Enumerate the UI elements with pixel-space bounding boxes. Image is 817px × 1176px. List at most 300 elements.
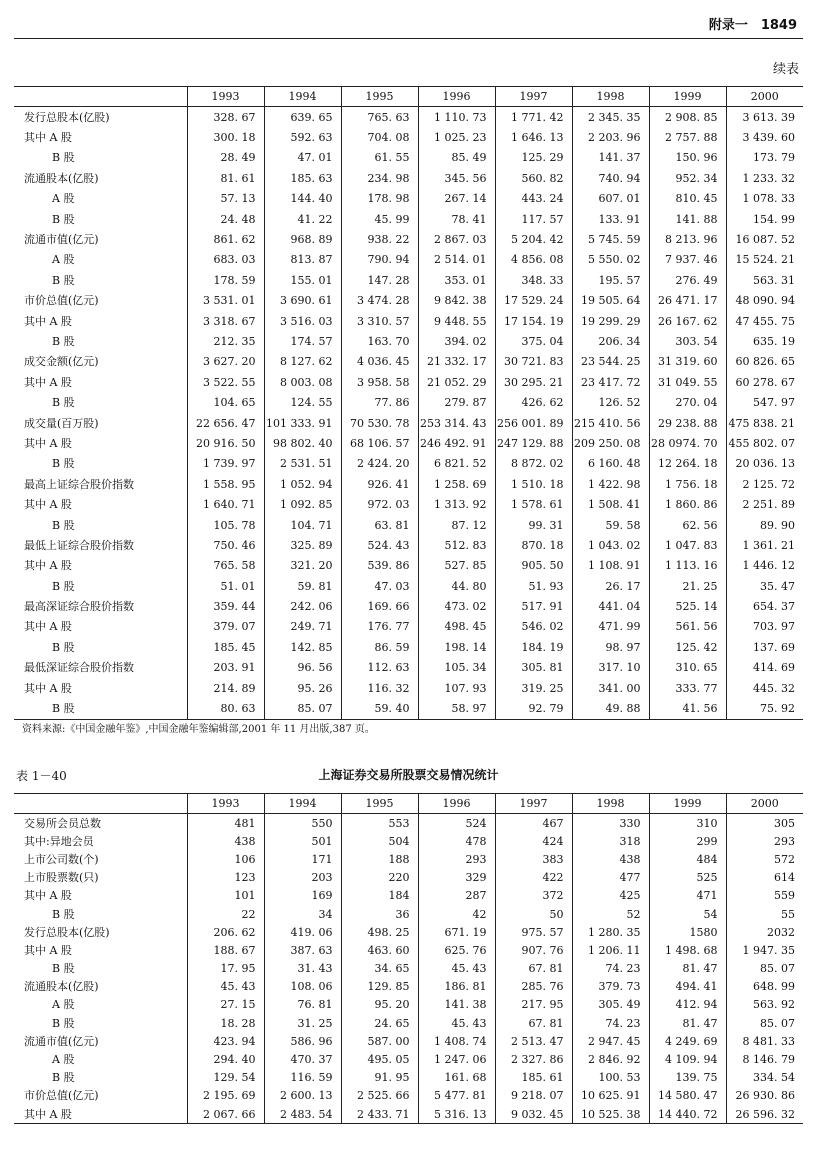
- row-label: 流通股本(亿股): [24, 171, 99, 185]
- data-cell: 106: [187, 850, 264, 868]
- data-cell: 1 361. 21: [726, 535, 803, 555]
- row-label: B 股: [52, 212, 75, 226]
- data-cell: 2032: [726, 923, 803, 941]
- data-cell: 253 314. 43: [418, 413, 495, 433]
- data-cell: 52: [572, 905, 649, 923]
- data-cell: 5 745. 59: [572, 229, 649, 249]
- year-header-1994: 1994: [264, 794, 341, 814]
- data-cell: 117. 57: [495, 209, 572, 229]
- data-cell: 2 067. 66: [187, 1105, 264, 1124]
- data-cell: 438: [187, 832, 264, 850]
- data-cell: 31 319. 60: [649, 352, 726, 372]
- data-cell: 249. 71: [264, 617, 341, 637]
- data-cell: 1 408. 74: [418, 1032, 495, 1050]
- data-cell: 2 867. 03: [418, 229, 495, 249]
- data-cell: 185. 61: [495, 1069, 572, 1087]
- data-cell: 270. 04: [649, 392, 726, 412]
- table-row: [14, 887, 803, 905]
- row-label: A 股: [52, 192, 75, 206]
- data-cell: 61. 55: [341, 148, 418, 168]
- data-cell: 28 0974. 70: [649, 433, 726, 453]
- data-cell: 2 908. 85: [649, 107, 726, 128]
- data-cell: 26. 17: [572, 576, 649, 596]
- data-cell: 133. 91: [572, 209, 649, 229]
- data-cell: 42: [418, 905, 495, 923]
- data-cell: 104. 65: [187, 392, 264, 412]
- data-cell: 215 410. 56: [572, 413, 649, 433]
- table-row: [14, 814, 803, 833]
- data-cell: 161. 68: [418, 1069, 495, 1087]
- data-cell: 475 838. 21: [726, 413, 803, 433]
- data-cell: 495. 05: [341, 1050, 418, 1068]
- data-cell: 87. 12: [418, 515, 495, 535]
- data-cell: 1 052. 94: [264, 474, 341, 494]
- table-row: [14, 433, 803, 453]
- data-cell: 639. 65: [264, 107, 341, 128]
- data-cell: 8 481. 33: [726, 1032, 803, 1050]
- data-cell: 861. 62: [187, 229, 264, 249]
- table-title: 上海证券交易所股票交易情况统计: [318, 768, 499, 782]
- data-cell: 1 280. 35: [572, 923, 649, 941]
- data-cell: 68 106. 57: [341, 433, 418, 453]
- year-header-1994: 1994: [264, 87, 341, 107]
- data-cell: 1 025. 23: [418, 127, 495, 147]
- data-cell: 125. 29: [495, 148, 572, 168]
- data-cell: 81. 47: [649, 1014, 726, 1032]
- data-cell: 256 001. 89: [495, 413, 572, 433]
- data-cell: 2 327. 86: [495, 1050, 572, 1068]
- table-row: [14, 637, 803, 657]
- row-label: 市价总值(亿元): [24, 294, 99, 308]
- data-cell: 4 036. 45: [341, 352, 418, 372]
- data-cell: 48 090. 94: [726, 291, 803, 311]
- source-note: 资料来源:《中国金融年鉴》,中国金融年鉴编辑部,2001 年 11 月出版,387 页。: [22, 724, 375, 735]
- data-cell: 704. 08: [341, 127, 418, 147]
- data-cell: 648. 99: [726, 978, 803, 996]
- data-cell: 85. 07: [726, 1014, 803, 1032]
- data-cell: 294. 40: [187, 1050, 264, 1068]
- data-cell: 325. 89: [264, 535, 341, 555]
- row-label: B 股: [52, 334, 75, 348]
- data-cell: 178. 98: [341, 189, 418, 209]
- data-cell: 968. 89: [264, 229, 341, 249]
- data-cell: 203: [264, 869, 341, 887]
- data-cell: 4 856. 08: [495, 250, 572, 270]
- data-cell: 8 003. 08: [264, 372, 341, 392]
- data-cell: 70 530. 78: [341, 413, 418, 433]
- data-cell: 4 249. 69: [649, 1032, 726, 1050]
- year-header-1996: 1996: [418, 794, 495, 814]
- data-cell: 328. 67: [187, 107, 264, 128]
- data-cell: 412. 94: [649, 996, 726, 1014]
- table-row: [14, 556, 803, 576]
- row-label: 交易所会员总数: [24, 816, 101, 830]
- data-cell: 348. 33: [495, 270, 572, 290]
- data-cell: 55: [726, 905, 803, 923]
- data-cell: 524. 43: [341, 535, 418, 555]
- data-cell: 26 596. 32: [726, 1105, 803, 1124]
- data-cell: 176. 77: [341, 617, 418, 637]
- data-cell: 445. 32: [726, 678, 803, 698]
- data-cell: 63. 81: [341, 515, 418, 535]
- table-row: [14, 978, 803, 996]
- data-cell: 1 233. 32: [726, 168, 803, 188]
- data-cell: 586. 96: [264, 1032, 341, 1050]
- year-header-1995: 1995: [341, 87, 418, 107]
- data-cell: 1 422. 98: [572, 474, 649, 494]
- data-cell: 5 204. 42: [495, 229, 572, 249]
- data-cell: 123: [187, 869, 264, 887]
- data-cell: 7 937. 46: [649, 250, 726, 270]
- data-cell: 379. 07: [187, 617, 264, 637]
- data-cell: 1 446. 12: [726, 556, 803, 576]
- row-label: B 股: [52, 518, 75, 532]
- data-cell: 1 206. 11: [572, 941, 649, 959]
- data-cell: 60 278. 67: [726, 372, 803, 392]
- data-cell: 2 525. 66: [341, 1087, 418, 1105]
- data-cell: 279. 87: [418, 392, 495, 412]
- table-row: [14, 960, 803, 978]
- data-cell: 30 295. 21: [495, 372, 572, 392]
- year-header-1999: 1999: [649, 87, 726, 107]
- data-cell: 1 258. 69: [418, 474, 495, 494]
- data-cell: 85. 07: [726, 960, 803, 978]
- data-cell: 683. 03: [187, 250, 264, 270]
- data-cell: 57. 13: [187, 189, 264, 209]
- data-cell: 108. 06: [264, 978, 341, 996]
- data-cell: 424: [495, 832, 572, 850]
- data-cell: 303. 54: [649, 331, 726, 351]
- data-cell: 10 625. 91: [572, 1087, 649, 1105]
- row-label: 上市公司数(个): [24, 852, 99, 866]
- data-cell: 2 345. 35: [572, 107, 649, 128]
- data-cell: 101 333. 91: [264, 413, 341, 433]
- row-label: 流通股本(亿股): [24, 980, 99, 994]
- data-cell: 5 477. 81: [418, 1087, 495, 1105]
- data-cell: 59. 81: [264, 576, 341, 596]
- data-cell: 387. 63: [264, 941, 341, 959]
- row-label: 其中:异地会员: [24, 834, 94, 848]
- row-label: 流通市值(亿元): [24, 233, 99, 247]
- data-cell: 184. 19: [495, 637, 572, 657]
- data-cell: 317. 10: [572, 658, 649, 678]
- data-cell: 137. 69: [726, 637, 803, 657]
- row-label: B 股: [52, 962, 75, 976]
- table-row: [14, 832, 803, 850]
- data-cell: 26 471. 17: [649, 291, 726, 311]
- data-cell: 19 505. 64: [572, 291, 649, 311]
- row-label: B 股: [52, 273, 75, 287]
- year-header-1997: 1997: [495, 794, 572, 814]
- data-cell: 926. 41: [341, 474, 418, 494]
- data-cell: 47. 03: [341, 576, 418, 596]
- data-cell: 214. 89: [187, 678, 264, 698]
- table-row: [14, 209, 803, 229]
- table-row: [14, 413, 803, 433]
- table-row: [14, 229, 803, 249]
- table-row: [14, 474, 803, 494]
- data-cell: 22 656. 47: [187, 413, 264, 433]
- data-cell: 607. 01: [572, 189, 649, 209]
- data-cell: 525. 14: [649, 596, 726, 616]
- data-cell: 1 247. 06: [418, 1050, 495, 1068]
- data-cell: 467: [495, 814, 572, 833]
- data-cell: 3 613. 39: [726, 107, 803, 128]
- data-cell: 419. 06: [264, 923, 341, 941]
- row-label: 其中 A 股: [24, 375, 72, 389]
- table-title-block: [14, 765, 803, 785]
- data-cell: 1 508. 41: [572, 494, 649, 514]
- data-cell: 41. 22: [264, 209, 341, 229]
- header-blank-cell: [14, 87, 187, 107]
- data-cell: 59. 40: [341, 698, 418, 719]
- data-cell: 1 108. 91: [572, 556, 649, 576]
- data-cell: 17 529. 24: [495, 291, 572, 311]
- data-cell: 47 455. 75: [726, 311, 803, 331]
- data-cell: 141. 37: [572, 148, 649, 168]
- table-row: [14, 250, 803, 270]
- year-header-1998: 1998: [572, 794, 649, 814]
- data-cell: 6 821. 52: [418, 454, 495, 474]
- data-cell: 76. 81: [264, 996, 341, 1014]
- data-cell: 394. 02: [418, 331, 495, 351]
- data-cell: 1 860. 86: [649, 494, 726, 514]
- row-label: 其中 A 股: [24, 131, 72, 145]
- table-row: [14, 291, 803, 311]
- data-cell: 77. 86: [341, 392, 418, 412]
- row-label: B 股: [52, 1071, 75, 1085]
- row-label: A 股: [52, 998, 75, 1012]
- data-cell: 559: [726, 887, 803, 905]
- row-label: B 股: [52, 457, 75, 471]
- data-cell: 3 474. 28: [341, 291, 418, 311]
- year-header-1999: 1999: [649, 794, 726, 814]
- row-label: B 股: [52, 579, 75, 593]
- table-row: [14, 850, 803, 868]
- data-cell: 178. 59: [187, 270, 264, 290]
- data-cell: 750. 46: [187, 535, 264, 555]
- table-row: [14, 352, 803, 372]
- table-row: [14, 996, 803, 1014]
- data-cell: 614: [726, 869, 803, 887]
- data-cell: 477: [572, 869, 649, 887]
- data-cell: 80. 63: [187, 698, 264, 719]
- data-cell: 184: [341, 887, 418, 905]
- data-cell: 24. 48: [187, 209, 264, 229]
- data-cell: 498. 25: [341, 923, 418, 941]
- data-cell: 318: [572, 832, 649, 850]
- data-cell: 17. 95: [187, 960, 264, 978]
- table-row: [14, 576, 803, 596]
- data-cell: 2 251. 89: [726, 494, 803, 514]
- data-cell: 498. 45: [418, 617, 495, 637]
- data-cell: 195. 57: [572, 270, 649, 290]
- data-cell: 501: [264, 832, 341, 850]
- year-header-2000: 2000: [726, 794, 803, 814]
- data-cell: 150. 96: [649, 148, 726, 168]
- data-cell: 23 544. 25: [572, 352, 649, 372]
- data-cell: 246 492. 91: [418, 433, 495, 453]
- data-cell: 212. 35: [187, 331, 264, 351]
- data-cell: 3 516. 03: [264, 311, 341, 331]
- data-cell: 3 318. 67: [187, 311, 264, 331]
- data-cell: 67. 81: [495, 960, 572, 978]
- data-cell: 198. 14: [418, 637, 495, 657]
- data-cell: 141. 38: [418, 996, 495, 1014]
- data-cell: 105. 34: [418, 658, 495, 678]
- data-cell: 765. 63: [341, 107, 418, 128]
- data-cell: 438: [572, 850, 649, 868]
- data-cell: 1 640. 71: [187, 494, 264, 514]
- data-cell: 372: [495, 887, 572, 905]
- data-cell: 1 771. 42: [495, 107, 572, 128]
- data-cell: 550: [264, 814, 341, 833]
- data-cell: 36: [341, 905, 418, 923]
- data-cell: 2 757. 88: [649, 127, 726, 147]
- data-cell: 319. 25: [495, 678, 572, 698]
- data-cell: 154. 99: [726, 209, 803, 229]
- data-cell: 563. 31: [726, 270, 803, 290]
- data-cell: 31. 43: [264, 960, 341, 978]
- row-label: 成交量(百万股): [24, 416, 99, 430]
- data-cell: 2 203. 96: [572, 127, 649, 147]
- stock-stats-table-continued: [14, 86, 803, 720]
- data-cell: 790. 94: [341, 250, 418, 270]
- row-label: 最高深证综合股价指数: [24, 600, 134, 614]
- data-cell: 147. 28: [341, 270, 418, 290]
- data-cell: 5 316. 13: [418, 1105, 495, 1124]
- data-cell: 96. 56: [264, 658, 341, 678]
- data-cell: 2 433. 71: [341, 1105, 418, 1124]
- table-row: [14, 905, 803, 923]
- row-label: B 股: [52, 1016, 75, 1030]
- row-label: 其中 A 股: [14, 1105, 187, 1124]
- data-cell: 144. 40: [264, 189, 341, 209]
- data-cell: 188: [341, 850, 418, 868]
- data-cell: 54: [649, 905, 726, 923]
- table-row: [14, 1105, 803, 1124]
- data-cell: 561. 56: [649, 617, 726, 637]
- row-label: 其中 A 股: [24, 943, 72, 957]
- data-cell: 345. 56: [418, 168, 495, 188]
- data-cell: 116. 32: [341, 678, 418, 698]
- shanghai-exchange-stats-table: [14, 793, 803, 1124]
- data-cell: 45. 99: [341, 209, 418, 229]
- data-cell: 1 078. 33: [726, 189, 803, 209]
- data-cell: 359. 44: [187, 596, 264, 616]
- data-cell: 293: [418, 850, 495, 868]
- row-label: 发行总股本(亿股): [24, 110, 110, 124]
- table-row: [14, 270, 803, 290]
- data-cell: 478: [418, 832, 495, 850]
- data-cell: 78. 41: [418, 209, 495, 229]
- row-label: 发行总股本(亿股): [24, 925, 110, 939]
- data-cell: 173. 79: [726, 148, 803, 168]
- data-cell: 527. 85: [418, 556, 495, 576]
- data-cell: 92. 79: [495, 698, 572, 719]
- data-cell: 28. 49: [187, 148, 264, 168]
- data-cell: 27. 15: [187, 996, 264, 1014]
- row-label: 流通市值(亿元): [24, 1034, 99, 1048]
- data-cell: 276. 49: [649, 270, 726, 290]
- data-cell: 155. 01: [264, 270, 341, 290]
- data-cell: 34: [264, 905, 341, 923]
- year-header-1993: 1993: [187, 87, 264, 107]
- data-cell: 49. 88: [572, 698, 649, 719]
- data-cell: 10 525. 38: [572, 1105, 649, 1124]
- data-cell: 2 513. 47: [495, 1032, 572, 1050]
- data-cell: 62. 56: [649, 515, 726, 535]
- year-header-2000: 2000: [726, 87, 803, 107]
- data-cell: 12 264. 18: [649, 454, 726, 474]
- data-cell: 35. 47: [726, 576, 803, 596]
- data-cell: 17 154. 19: [495, 311, 572, 331]
- data-cell: 572: [726, 850, 803, 868]
- table-row: [14, 515, 803, 535]
- row-label: B 股: [52, 151, 75, 165]
- data-cell: 9 032. 45: [495, 1105, 572, 1124]
- data-cell: 975. 57: [495, 923, 572, 941]
- table-header-row: [14, 87, 803, 107]
- data-cell: 321. 20: [264, 556, 341, 576]
- row-label: 成交金额(亿元): [24, 355, 99, 369]
- row-label: 市价总值(亿元): [24, 1089, 99, 1103]
- data-cell: 539. 86: [341, 556, 418, 576]
- row-label: 其中 A 股: [24, 681, 72, 695]
- data-cell: 105. 78: [187, 515, 264, 535]
- data-cell: 414. 69: [726, 658, 803, 678]
- data-cell: 1 646. 13: [495, 127, 572, 147]
- data-cell: 305. 49: [572, 996, 649, 1014]
- data-cell: 107. 93: [418, 678, 495, 698]
- data-cell: 125. 42: [649, 637, 726, 657]
- data-cell: 26 930. 86: [726, 1087, 803, 1105]
- data-cell: 45. 43: [418, 1014, 495, 1032]
- data-cell: 455 802. 07: [726, 433, 803, 453]
- data-cell: 379. 73: [572, 978, 649, 996]
- data-cell: 3 690. 61: [264, 291, 341, 311]
- data-cell: 3 627. 20: [187, 352, 264, 372]
- table-row: [14, 923, 803, 941]
- data-cell: 481: [187, 814, 264, 833]
- data-cell: 1 047. 83: [649, 535, 726, 555]
- data-cell: 300. 18: [187, 127, 264, 147]
- data-cell: 1 739. 97: [187, 454, 264, 474]
- data-cell: 287: [418, 887, 495, 905]
- data-cell: 813. 87: [264, 250, 341, 270]
- table-row: [14, 107, 803, 128]
- row-label: B 股: [52, 907, 75, 921]
- data-cell: 6 160. 48: [572, 454, 649, 474]
- data-cell: 242. 06: [264, 596, 341, 616]
- data-cell: 1 498. 68: [649, 941, 726, 959]
- table-row: [14, 1050, 803, 1068]
- data-cell: 99. 31: [495, 515, 572, 535]
- table-row: [14, 596, 803, 616]
- data-cell: 31. 25: [264, 1014, 341, 1032]
- row-label: 上市股票数(只): [24, 871, 99, 885]
- data-cell: 3 310. 57: [341, 311, 418, 331]
- data-cell: 494. 41: [649, 978, 726, 996]
- header-blank-cell: [14, 794, 187, 814]
- data-cell: 3 958. 58: [341, 372, 418, 392]
- data-cell: 1 110. 73: [418, 107, 495, 128]
- data-cell: 5 550. 02: [572, 250, 649, 270]
- table-row: [14, 331, 803, 351]
- data-cell: 126. 52: [572, 392, 649, 412]
- data-cell: 30 721. 83: [495, 352, 572, 372]
- data-cell: 547. 97: [726, 392, 803, 412]
